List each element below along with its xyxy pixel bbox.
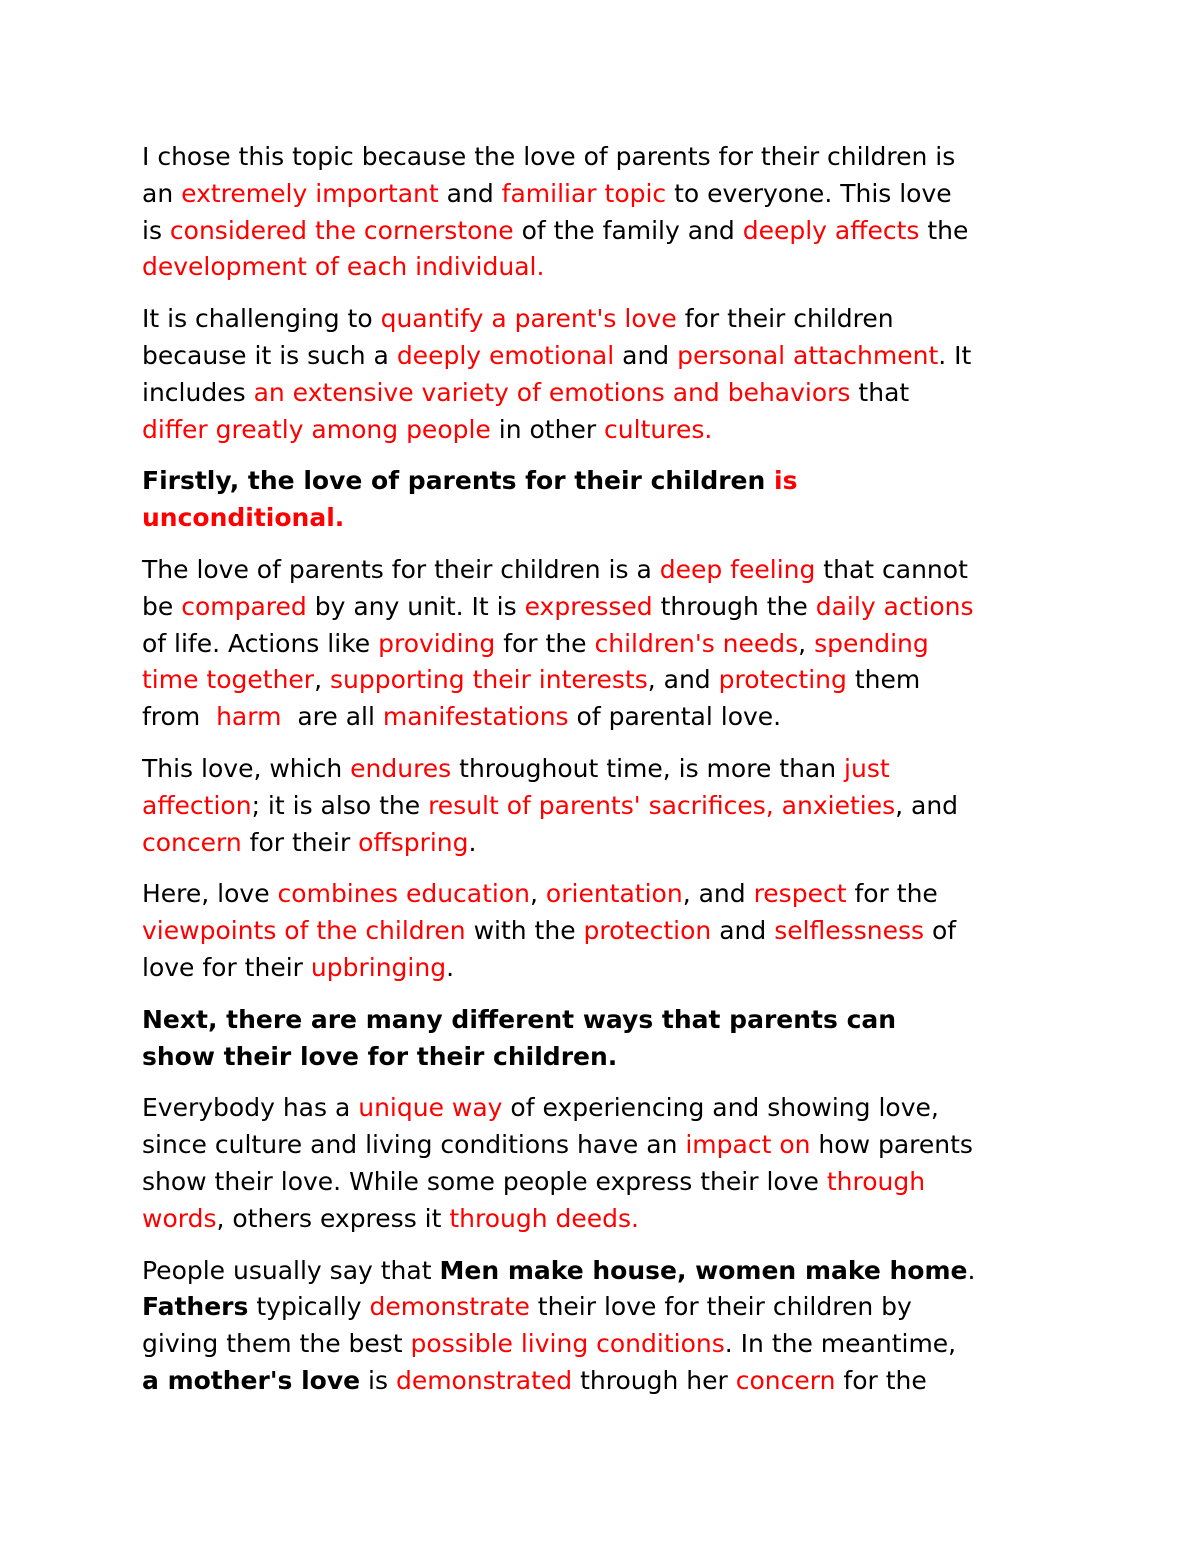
highlighted-phrase: manifestations bbox=[382, 702, 569, 732]
text-run: throughout time, is more than bbox=[451, 753, 845, 783]
text-run: of the family and bbox=[513, 215, 743, 245]
highlighted-phrase: orientation bbox=[545, 879, 683, 909]
text-run: ; it is also the bbox=[251, 790, 429, 820]
highlighted-phrase: unconditional. bbox=[142, 503, 345, 533]
text-line bbox=[142, 1164, 1062, 1201]
text-line bbox=[142, 412, 1062, 449]
highlighted-phrase: considered the cornerstone bbox=[169, 215, 514, 245]
text-line bbox=[142, 788, 1062, 825]
highlighted-phrase: words bbox=[142, 1203, 217, 1233]
highlighted-phrase: extremely important bbox=[181, 178, 439, 208]
text-line bbox=[142, 1253, 1062, 1290]
paragraph bbox=[142, 1253, 1062, 1400]
highlighted-phrase: demonstrated bbox=[395, 1365, 573, 1395]
text-run: and bbox=[711, 916, 775, 946]
highlighted-phrase: spending bbox=[814, 628, 929, 658]
text-run: and bbox=[438, 178, 502, 208]
highlighted-phrase: supporting their interests bbox=[330, 665, 648, 695]
text-line bbox=[142, 301, 1062, 338]
text-run: of parental love. bbox=[568, 702, 782, 732]
highlighted-phrase: respect bbox=[753, 879, 847, 909]
text-run: because it is such a bbox=[142, 340, 397, 370]
text-run: for their children bbox=[676, 304, 894, 334]
text-line bbox=[142, 626, 1062, 663]
highlighted-phrase: daily actions bbox=[815, 591, 974, 621]
highlighted-phrase: result of parents' sacrifices, anxieties bbox=[428, 790, 896, 820]
highlighted-phrase: affection bbox=[142, 790, 252, 820]
highlighted-phrase: deeply emotional bbox=[396, 340, 615, 370]
text-run: since culture and living conditions have an bbox=[142, 1130, 686, 1160]
text-run: of life. Actions like bbox=[142, 628, 379, 658]
highlighted-phrase: upbringing bbox=[310, 952, 447, 982]
highlighted-phrase: concern bbox=[142, 827, 242, 857]
text-run: , others express it bbox=[216, 1203, 450, 1233]
paragraph bbox=[142, 139, 1062, 286]
highlighted-phrase: personal attachment bbox=[677, 340, 939, 370]
text-run: that cannot bbox=[815, 554, 968, 584]
text-run: for the bbox=[846, 879, 938, 909]
text-run: to everyone. This love bbox=[666, 178, 952, 208]
highlighted-phrase: impact on bbox=[685, 1130, 811, 1160]
highlighted-phrase: development of each individual. bbox=[142, 252, 545, 282]
text-run: for their bbox=[241, 827, 359, 857]
paragraph bbox=[142, 1090, 1062, 1237]
text-run: This love, which bbox=[142, 753, 351, 783]
text-run: , bbox=[530, 879, 546, 909]
bold-text: Next, there are many different ways that parents can bbox=[142, 1004, 897, 1034]
text-run: of bbox=[924, 916, 957, 946]
text-run: for the bbox=[495, 628, 595, 658]
text-line bbox=[142, 1039, 1062, 1076]
paragraph bbox=[142, 552, 1062, 736]
text-run: . bbox=[468, 827, 477, 857]
text-run: giving them the best bbox=[142, 1329, 411, 1359]
text-run: It is challenging to bbox=[142, 304, 381, 334]
text-line bbox=[142, 876, 1062, 913]
text-run: be bbox=[142, 591, 182, 621]
highlighted-phrase: through bbox=[826, 1166, 926, 1196]
text-run: , and bbox=[895, 790, 959, 820]
text-line bbox=[142, 751, 1062, 788]
highlighted-phrase: unique way bbox=[358, 1093, 503, 1123]
text-run: Everybody has a bbox=[142, 1093, 359, 1123]
highlighted-phrase: providing bbox=[378, 628, 496, 658]
text-run: is bbox=[360, 1365, 396, 1395]
highlighted-phrase: viewpoints of the children bbox=[142, 916, 466, 946]
text-run: . bbox=[446, 952, 455, 982]
highlighted-phrase: protection bbox=[583, 916, 712, 946]
highlighted-phrase: time together bbox=[142, 665, 315, 695]
text-run: love for their bbox=[142, 952, 311, 982]
text-run: the bbox=[919, 215, 969, 245]
bold-text: Firstly, the love of parents for their children bbox=[142, 466, 775, 496]
bold-text: Fathers bbox=[142, 1292, 249, 1322]
highlighted-phrase: combines education bbox=[277, 879, 531, 909]
highlighted-phrase: deeply affects bbox=[742, 215, 920, 245]
text-run: , bbox=[798, 628, 815, 658]
highlighted-phrase: endures bbox=[350, 753, 452, 783]
bold-text: a mother's love bbox=[142, 1365, 361, 1395]
text-run: are all bbox=[281, 702, 383, 732]
highlighted-phrase: children's needs bbox=[594, 628, 799, 658]
highlighted-phrase: differ greatly among people bbox=[142, 414, 491, 444]
text-run: them bbox=[846, 665, 921, 695]
highlighted-phrase: expressed bbox=[524, 591, 653, 621]
text-run: , bbox=[314, 665, 330, 695]
text-line bbox=[142, 662, 1062, 699]
text-run: an bbox=[142, 178, 182, 208]
highlighted-phrase: possible living conditions bbox=[410, 1329, 725, 1359]
section-heading bbox=[142, 463, 1062, 537]
highlighted-phrase: just bbox=[844, 753, 890, 783]
highlighted-phrase: an extensive variety of emotions and behaviors bbox=[253, 377, 851, 407]
paragraph bbox=[142, 876, 1062, 986]
text-run: show their love. While some people express their love bbox=[142, 1166, 827, 1196]
text-line bbox=[142, 375, 1062, 412]
text-run: . It bbox=[938, 340, 972, 370]
text-run: . In the meantime, bbox=[724, 1329, 957, 1359]
text-line bbox=[142, 825, 1062, 862]
highlighted-phrase: offspring bbox=[358, 827, 469, 857]
text-run: Here, love bbox=[142, 879, 278, 909]
text-run: in other bbox=[490, 414, 605, 444]
paragraph bbox=[142, 751, 1062, 861]
document-body bbox=[142, 139, 1062, 1400]
text-line bbox=[142, 552, 1062, 589]
text-run: . bbox=[967, 1255, 976, 1285]
text-run: how parents bbox=[810, 1130, 973, 1160]
text-run: their love for their children by bbox=[529, 1292, 912, 1322]
text-run: through her bbox=[572, 1365, 736, 1395]
text-line bbox=[142, 1127, 1062, 1164]
text-line bbox=[142, 500, 1062, 537]
highlighted-phrase: cultures. bbox=[604, 414, 713, 444]
bold-text: Men make house, women make home bbox=[439, 1255, 968, 1285]
text-line bbox=[142, 176, 1062, 213]
highlighted-phrase: concern bbox=[735, 1365, 836, 1395]
text-line bbox=[142, 1363, 1062, 1400]
text-line bbox=[142, 1289, 1062, 1326]
highlighted-phrase: harm bbox=[216, 702, 282, 732]
text-line bbox=[142, 589, 1062, 626]
text-run: includes bbox=[142, 377, 254, 407]
highlighted-phrase: is bbox=[774, 466, 798, 496]
highlighted-phrase: demonstrate bbox=[369, 1292, 530, 1322]
text-run: that bbox=[850, 377, 910, 407]
text-line bbox=[142, 913, 1062, 950]
text-run: of experiencing and showing love, bbox=[502, 1093, 939, 1123]
text-run: The love of parents for their children is a bbox=[142, 554, 660, 584]
text-line bbox=[142, 699, 1062, 736]
text-line bbox=[142, 463, 1062, 500]
text-line bbox=[142, 1326, 1062, 1363]
text-run: from bbox=[142, 702, 217, 732]
highlighted-phrase: compared bbox=[181, 591, 307, 621]
text-run: by any unit. It is bbox=[306, 591, 525, 621]
section-heading bbox=[142, 1002, 1062, 1076]
highlighted-phrase: deep feeling bbox=[659, 554, 816, 584]
text-run: through the bbox=[652, 591, 816, 621]
text-line bbox=[142, 1002, 1062, 1039]
highlighted-phrase: selflessness bbox=[774, 916, 925, 946]
bold-text: show their love for their children. bbox=[142, 1041, 618, 1071]
text-run: People usually say that bbox=[142, 1255, 440, 1285]
text-run: typically bbox=[248, 1292, 370, 1322]
text-run: and bbox=[614, 340, 678, 370]
text-line bbox=[142, 213, 1062, 250]
text-line bbox=[142, 950, 1062, 987]
text-run: with the bbox=[465, 916, 584, 946]
highlighted-phrase: through deeds. bbox=[449, 1203, 640, 1233]
text-run: is bbox=[142, 215, 170, 245]
text-run: for the bbox=[835, 1365, 927, 1395]
text-line bbox=[142, 1201, 1062, 1238]
text-line bbox=[142, 338, 1062, 375]
highlighted-phrase: quantify a parent's love bbox=[380, 304, 677, 334]
paragraph bbox=[142, 301, 1062, 448]
text-line bbox=[142, 139, 1062, 176]
text-run: , and bbox=[682, 879, 754, 909]
highlighted-phrase: protecting bbox=[718, 665, 847, 695]
text-run: , and bbox=[647, 665, 719, 695]
text-line bbox=[142, 1090, 1062, 1127]
text-line bbox=[142, 249, 1062, 286]
highlighted-phrase: familiar topic bbox=[501, 178, 667, 208]
text-run: I chose this topic because the love of parents for their children is bbox=[142, 142, 956, 171]
